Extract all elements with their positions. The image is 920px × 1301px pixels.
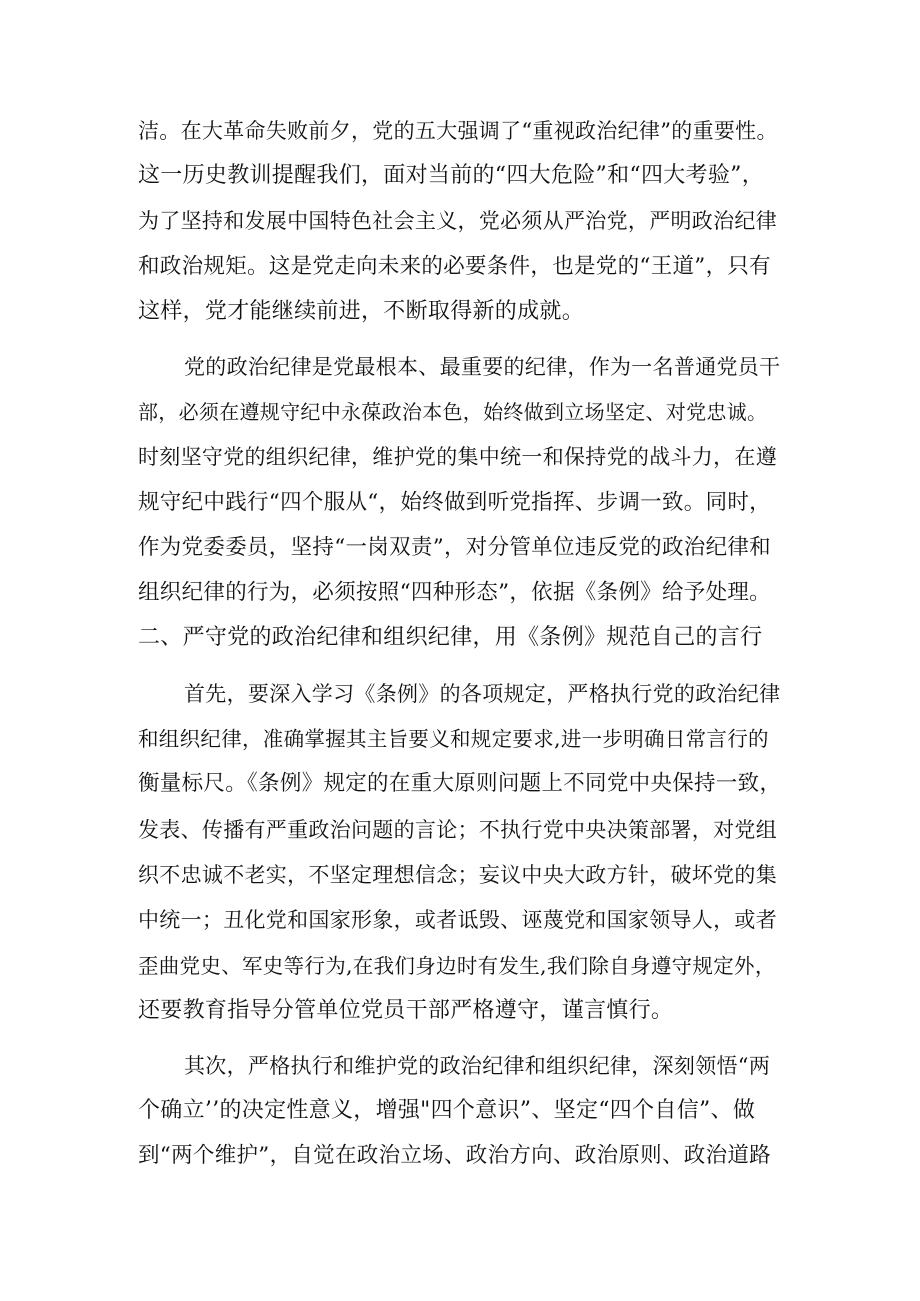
paragraph-2-line-3: 时刻坚守党的组织纪律，维护党的集中统一和保持党的战斗力，在遵 <box>138 445 777 469</box>
paragraph-3-line-2: 和组织纪律，准确掌握其主旨要义和规定要求,进一步明确日常言行的 <box>138 727 769 751</box>
section-heading: 二、严守党的政治纪律和组织纪律，用《条例》规范自己的言行 <box>138 625 763 650</box>
paragraph-4-line-2: 个确立’’的决定性意义，增强"四个意识”、坚定“四个自信”、做 <box>138 1098 756 1123</box>
paragraph-3-line-3: 衡量标尺。《条例》规定的在重大原则问题上不同党中央保持一致， <box>138 771 782 796</box>
paragraph-3-line-4: 发表、传播有严重政治问题的言论；不执行党中央决策部署，对党组 <box>138 818 777 842</box>
paragraph-2-line-6: 组织纪律的行为，必须按照“四种形态”，依据《条例》给予处理。 <box>138 580 771 605</box>
paragraph-2-line-1: 党的政治纪律是党最根本、最重要的纪律，作为一名普通党员干 <box>184 355 781 379</box>
paragraph-3-line-7: 歪曲党史、军史等行为,在我们身边时有发生,我们除自身遵守规定外， <box>138 954 776 978</box>
paragraph-1-line-5: 这样，党才能继续前进，不断取得新的成就。 <box>138 299 585 324</box>
paragraph-4-line-3: 到“两个维护”，自觉在政治立场、政治方向、政治原则、政治道路 <box>138 1143 771 1168</box>
paragraph-3-line-8: 还要教育指导分管单位党员干部严格遵守，谨言慎行。 <box>138 998 674 1023</box>
paragraph-3-line-1: 首先，要深入学习《条例》的各项规定，严格执行党的政治纪律 <box>184 682 781 706</box>
paragraph-1-line-4: 和政治规矩。这是党走向未来的必要条件，也是党的“王道”，只有 <box>138 254 771 279</box>
paragraph-3-line-5: 织不忠诚不老实，不坚定理想信念；妄议中央大政方针，破坏党的集 <box>138 863 777 887</box>
paragraph-2-line-4: 规守纪中践行“四个服从“，始终做到听党指挥、步调一致。同时， <box>138 490 771 515</box>
paragraph-4-line-1: 其次，严格执行和维护党的政治纪律和组织纪律，深刻领悟“两 <box>184 1054 771 1078</box>
paragraph-1-line-2: 这一历史教训提醒我们，面对当前的“四大危险”和“四大考验”， <box>138 163 764 188</box>
paragraph-2-line-5: 作为党委委员，坚持“一岗双责”，对分管单位违反党的政治纪律和 <box>138 535 771 560</box>
paragraph-1-line-1: 洁。在大革命失败前夕，党的五大强调了“重视政治纪律”的重要性。 <box>138 119 778 143</box>
paragraph-2-line-2: 部，必须在遵规守纪中永葆政治本色，始终做到立场坚定、对党忠诚。 <box>138 400 768 424</box>
paragraph-1-line-3: 为了坚持和发展中国特色社会主义，党必须从严治党，严明政治纪律 <box>138 209 777 233</box>
paragraph-3-line-6: 中统一；丑化党和国家形象，或者诋毁、诬蔑党和国家领导人，或者 <box>138 908 777 932</box>
